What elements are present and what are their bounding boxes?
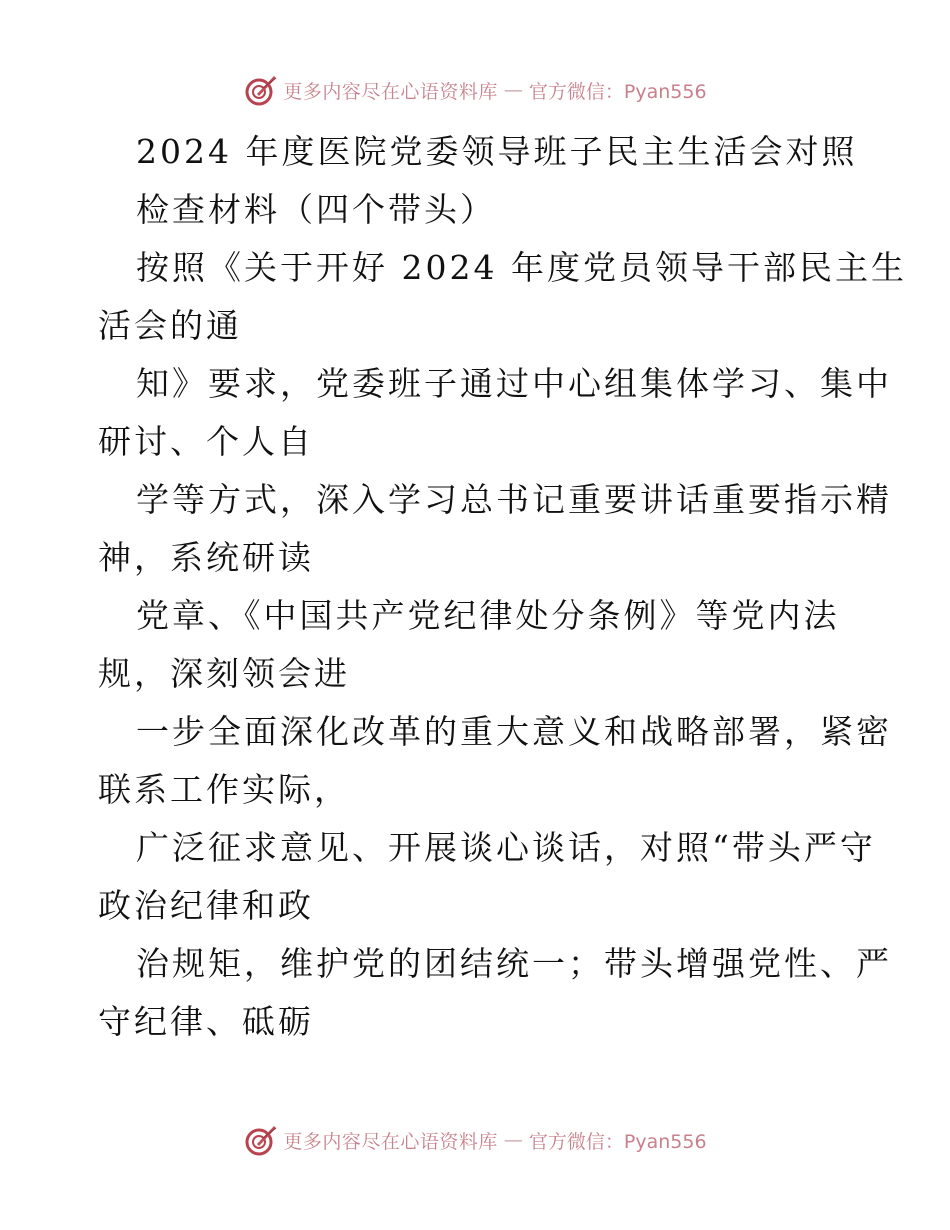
text-line: 活会的通 — [98, 306, 242, 345]
quill-logo-icon — [243, 1122, 279, 1158]
text-line: 知》要求，党委班子通过中心组集体学习、集中 — [136, 364, 892, 403]
text-line: 一步全面深化改革的重大意义和战略部署，紧密 — [136, 712, 892, 751]
text-line: 神，系统研读 — [98, 538, 314, 577]
watermark-separator: — — [503, 79, 523, 101]
watermark-text: 更多内容尽在心语资料库 — [283, 1130, 498, 1153]
text-line: 广泛征求意见、开展谈心谈话，对照“带头严守 — [136, 828, 876, 867]
text-line: 检查材料（四个带头） — [136, 190, 496, 229]
watermark-text: 更多内容尽在心语资料库 — [283, 80, 498, 103]
watermark-group — [243, 72, 706, 108]
watermark-group — [243, 1122, 706, 1158]
watermark-wechat: 官方微信：Pyan556 — [528, 1130, 707, 1153]
header-watermark — [0, 70, 950, 110]
text-line: 治规矩，维护党的团结统一；带头增强党性、严 — [136, 944, 892, 983]
text-line: 学等方式，深入学习总书记重要讲话重要指示精 — [136, 480, 892, 519]
text-line: 联系工作实际， — [98, 770, 350, 809]
text-line: 2024 年度医院党委领导班子民主生活会对照 — [136, 132, 858, 171]
text-line: 党章、《中国共产党纪律处分条例》等党内法 — [136, 596, 840, 635]
text-line: 规，深刻领会进 — [98, 654, 350, 693]
text-line: 守纪律、砥砺 — [98, 1002, 314, 1041]
watermark-separator: — — [503, 1129, 523, 1151]
document-body — [98, 123, 907, 1051]
text-line: 研讨、个人自 — [98, 422, 314, 461]
footer-watermark — [0, 1120, 950, 1160]
quill-logo-icon — [243, 72, 279, 108]
watermark-wechat: 官方微信：Pyan556 — [528, 80, 707, 103]
text-line: 政治纪律和政 — [98, 886, 314, 925]
text-line: 按照《关于开好 2024 年度党员领导干部民主生 — [136, 248, 907, 287]
